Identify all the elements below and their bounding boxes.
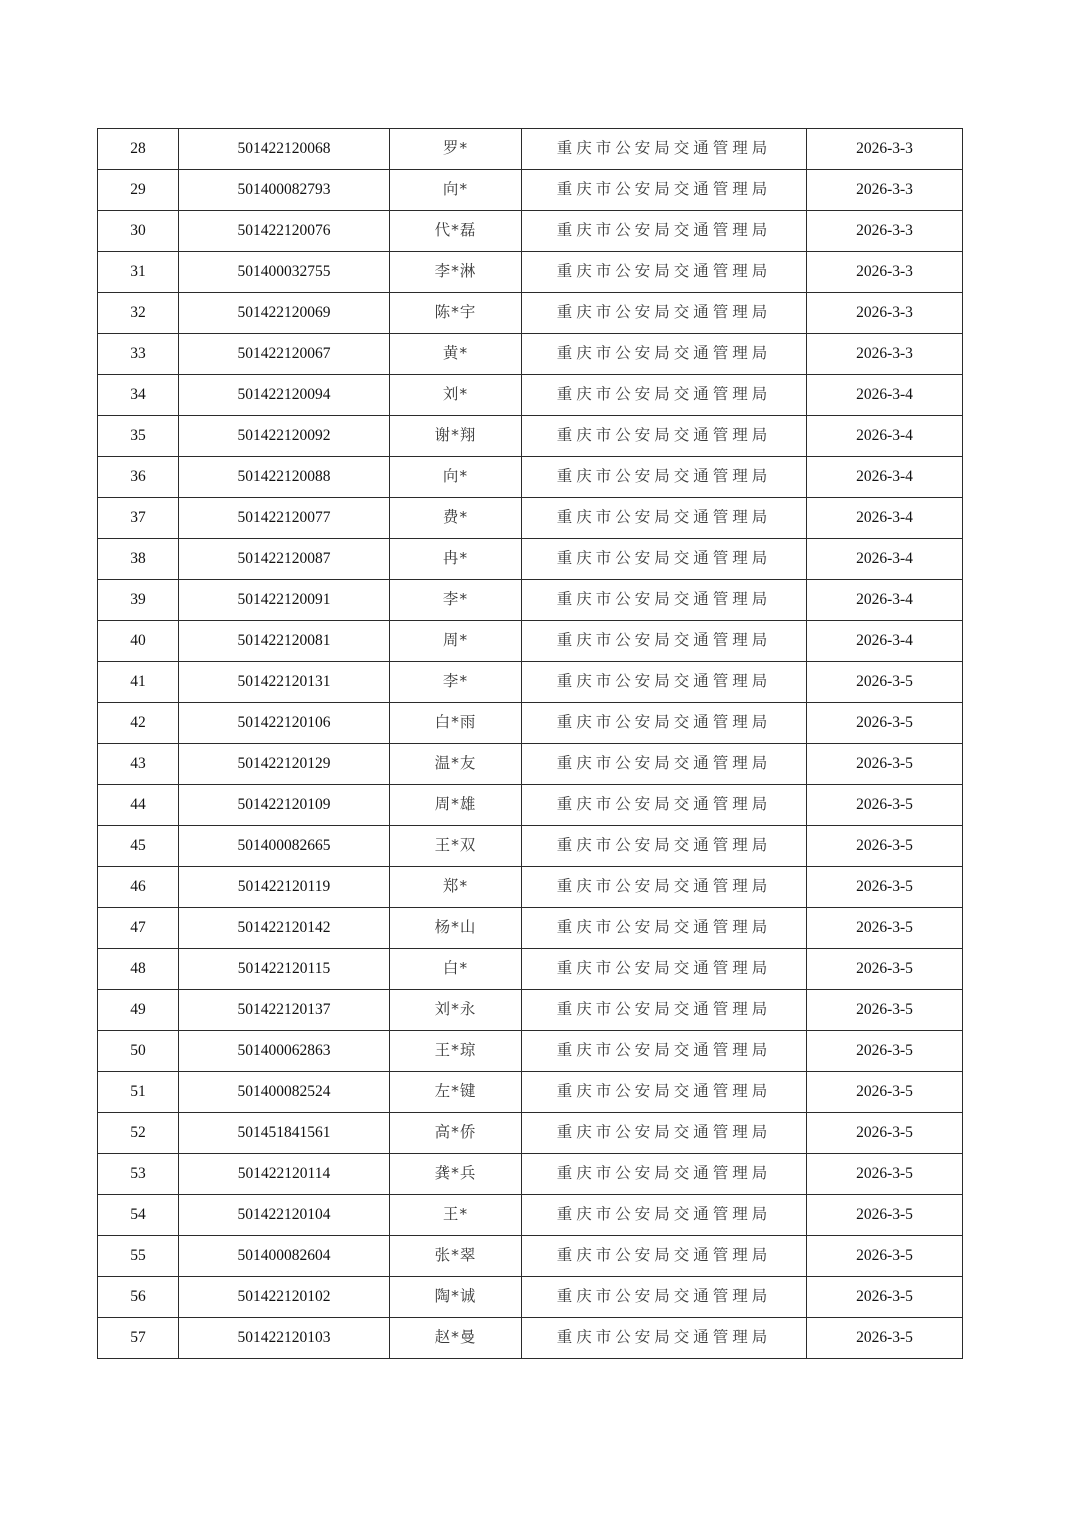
id-number-cell: 501400082665: [179, 826, 390, 867]
sequence-number-cell: 29: [98, 170, 179, 211]
sequence-number-cell: 47: [98, 908, 179, 949]
date-cell: 2026-3-5: [807, 1154, 963, 1195]
date-cell: 2026-3-4: [807, 580, 963, 621]
sequence-number-cell: 52: [98, 1113, 179, 1154]
organization-cell: 重庆市公安局交通管理局: [522, 1318, 807, 1359]
id-number-cell: 501422120081: [179, 621, 390, 662]
table-row: [98, 662, 963, 703]
organization-cell: 重庆市公安局交通管理局: [522, 867, 807, 908]
organization-cell: 重庆市公安局交通管理局: [522, 785, 807, 826]
sequence-number-cell: 28: [98, 129, 179, 170]
table-row: [98, 867, 963, 908]
table-row: [98, 457, 963, 498]
date-cell: 2026-3-3: [807, 211, 963, 252]
table-row: [98, 129, 963, 170]
person-name-cell: 李*: [390, 580, 522, 621]
sequence-number-cell: 33: [98, 334, 179, 375]
date-cell: 2026-3-5: [807, 949, 963, 990]
id-number-cell: 501422120104: [179, 1195, 390, 1236]
id-number-cell: 501422120076: [179, 211, 390, 252]
sequence-number-cell: 36: [98, 457, 179, 498]
person-name-cell: 向*: [390, 170, 522, 211]
date-cell: 2026-3-5: [807, 1072, 963, 1113]
organization-cell: 重庆市公安局交通管理局: [522, 621, 807, 662]
id-number-cell: 501422120077: [179, 498, 390, 539]
id-number-cell: 501422120067: [179, 334, 390, 375]
date-cell: 2026-3-5: [807, 1236, 963, 1277]
organization-cell: 重庆市公安局交通管理局: [522, 703, 807, 744]
sequence-number-cell: 44: [98, 785, 179, 826]
id-number-cell: 501400082604: [179, 1236, 390, 1277]
id-number-cell: 501422120102: [179, 1277, 390, 1318]
id-number-cell: 501422120131: [179, 662, 390, 703]
organization-cell: 重庆市公安局交通管理局: [522, 539, 807, 580]
person-name-cell: 刘*永: [390, 990, 522, 1031]
organization-cell: 重庆市公安局交通管理局: [522, 416, 807, 457]
date-cell: 2026-3-5: [807, 867, 963, 908]
date-cell: 2026-3-3: [807, 129, 963, 170]
sequence-number-cell: 41: [98, 662, 179, 703]
person-name-cell: 赵*曼: [390, 1318, 522, 1359]
organization-cell: 重庆市公安局交通管理局: [522, 170, 807, 211]
sequence-number-cell: 35: [98, 416, 179, 457]
id-number-cell: 501422120094: [179, 375, 390, 416]
organization-cell: 重庆市公安局交通管理局: [522, 580, 807, 621]
organization-cell: 重庆市公安局交通管理局: [522, 990, 807, 1031]
date-cell: 2026-3-5: [807, 990, 963, 1031]
sequence-number-cell: 45: [98, 826, 179, 867]
date-cell: 2026-3-4: [807, 498, 963, 539]
organization-cell: 重庆市公安局交通管理局: [522, 1195, 807, 1236]
person-name-cell: 陈*宇: [390, 293, 522, 334]
sequence-number-cell: 38: [98, 539, 179, 580]
person-name-cell: 温*友: [390, 744, 522, 785]
roster-table-body: [98, 129, 963, 1359]
table-row: [98, 416, 963, 457]
table-row: [98, 908, 963, 949]
sequence-number-cell: 43: [98, 744, 179, 785]
organization-cell: 重庆市公安局交通管理局: [522, 334, 807, 375]
person-name-cell: 代*磊: [390, 211, 522, 252]
date-cell: 2026-3-5: [807, 744, 963, 785]
date-cell: 2026-3-5: [807, 662, 963, 703]
table-row: [98, 785, 963, 826]
date-cell: 2026-3-3: [807, 334, 963, 375]
organization-cell: 重庆市公安局交通管理局: [522, 662, 807, 703]
sequence-number-cell: 55: [98, 1236, 179, 1277]
id-number-cell: 501422120091: [179, 580, 390, 621]
organization-cell: 重庆市公安局交通管理局: [522, 498, 807, 539]
id-number-cell: 501422120103: [179, 1318, 390, 1359]
id-number-cell: 501422120109: [179, 785, 390, 826]
id-number-cell: 501400082524: [179, 1072, 390, 1113]
person-name-cell: 冉*: [390, 539, 522, 580]
id-number-cell: 501400062863: [179, 1031, 390, 1072]
date-cell: 2026-3-5: [807, 703, 963, 744]
table-row: [98, 375, 963, 416]
table-row: [98, 580, 963, 621]
sequence-number-cell: 46: [98, 867, 179, 908]
table-row: [98, 990, 963, 1031]
date-cell: 2026-3-5: [807, 1031, 963, 1072]
id-number-cell: 501422120088: [179, 457, 390, 498]
date-cell: 2026-3-3: [807, 293, 963, 334]
date-cell: 2026-3-4: [807, 457, 963, 498]
roster-table: [97, 128, 963, 1359]
table-row: [98, 703, 963, 744]
table-row: [98, 949, 963, 990]
date-cell: 2026-3-5: [807, 826, 963, 867]
person-name-cell: 陶*诚: [390, 1277, 522, 1318]
sequence-number-cell: 54: [98, 1195, 179, 1236]
person-name-cell: 周*雄: [390, 785, 522, 826]
table-row: [98, 1113, 963, 1154]
id-number-cell: 501400082793: [179, 170, 390, 211]
sequence-number-cell: 48: [98, 949, 179, 990]
organization-cell: 重庆市公安局交通管理局: [522, 1031, 807, 1072]
organization-cell: 重庆市公安局交通管理局: [522, 375, 807, 416]
person-name-cell: 龚*兵: [390, 1154, 522, 1195]
date-cell: 2026-3-4: [807, 621, 963, 662]
person-name-cell: 杨*山: [390, 908, 522, 949]
person-name-cell: 王*双: [390, 826, 522, 867]
organization-cell: 重庆市公安局交通管理局: [522, 1277, 807, 1318]
id-number-cell: 501400032755: [179, 252, 390, 293]
table-row: [98, 293, 963, 334]
table-row: [98, 621, 963, 662]
date-cell: 2026-3-5: [807, 1318, 963, 1359]
organization-cell: 重庆市公安局交通管理局: [522, 908, 807, 949]
organization-cell: 重庆市公安局交通管理局: [522, 129, 807, 170]
date-cell: 2026-3-3: [807, 170, 963, 211]
sequence-number-cell: 53: [98, 1154, 179, 1195]
id-number-cell: 501422120115: [179, 949, 390, 990]
sequence-number-cell: 32: [98, 293, 179, 334]
sequence-number-cell: 50: [98, 1031, 179, 1072]
id-number-cell: 501422120114: [179, 1154, 390, 1195]
person-name-cell: 张*翠: [390, 1236, 522, 1277]
sequence-number-cell: 56: [98, 1277, 179, 1318]
date-cell: 2026-3-4: [807, 375, 963, 416]
sequence-number-cell: 49: [98, 990, 179, 1031]
person-name-cell: 刘*: [390, 375, 522, 416]
organization-cell: 重庆市公安局交通管理局: [522, 826, 807, 867]
table-row: [98, 1195, 963, 1236]
date-cell: 2026-3-5: [807, 1277, 963, 1318]
organization-cell: 重庆市公安局交通管理局: [522, 1236, 807, 1277]
organization-cell: 重庆市公安局交通管理局: [522, 1072, 807, 1113]
table-row: [98, 1236, 963, 1277]
person-name-cell: 郑*: [390, 867, 522, 908]
person-name-cell: 费*: [390, 498, 522, 539]
id-number-cell: 501422120068: [179, 129, 390, 170]
table-row: [98, 744, 963, 785]
table-row: [98, 1277, 963, 1318]
date-cell: 2026-3-3: [807, 252, 963, 293]
id-number-cell: 501422120092: [179, 416, 390, 457]
organization-cell: 重庆市公安局交通管理局: [522, 949, 807, 990]
person-name-cell: 白*雨: [390, 703, 522, 744]
date-cell: 2026-3-5: [807, 908, 963, 949]
sequence-number-cell: 57: [98, 1318, 179, 1359]
date-cell: 2026-3-5: [807, 1195, 963, 1236]
person-name-cell: 李*淋: [390, 252, 522, 293]
sequence-number-cell: 40: [98, 621, 179, 662]
date-cell: 2026-3-5: [807, 1113, 963, 1154]
person-name-cell: 白*: [390, 949, 522, 990]
table-row: [98, 826, 963, 867]
person-name-cell: 周*: [390, 621, 522, 662]
table-row: [98, 1072, 963, 1113]
person-name-cell: 高*侨: [390, 1113, 522, 1154]
organization-cell: 重庆市公安局交通管理局: [522, 744, 807, 785]
person-name-cell: 谢*翔: [390, 416, 522, 457]
date-cell: 2026-3-4: [807, 416, 963, 457]
id-number-cell: 501451841561: [179, 1113, 390, 1154]
date-cell: 2026-3-5: [807, 785, 963, 826]
person-name-cell: 黄*: [390, 334, 522, 375]
id-number-cell: 501422120069: [179, 293, 390, 334]
id-number-cell: 501422120087: [179, 539, 390, 580]
organization-cell: 重庆市公安局交通管理局: [522, 1154, 807, 1195]
id-number-cell: 501422120137: [179, 990, 390, 1031]
table-row: [98, 170, 963, 211]
person-name-cell: 李*: [390, 662, 522, 703]
table-row: [98, 1154, 963, 1195]
sequence-number-cell: 31: [98, 252, 179, 293]
table-row: [98, 1031, 963, 1072]
id-number-cell: 501422120106: [179, 703, 390, 744]
table-row: [98, 539, 963, 580]
sequence-number-cell: 37: [98, 498, 179, 539]
id-number-cell: 501422120142: [179, 908, 390, 949]
organization-cell: 重庆市公安局交通管理局: [522, 293, 807, 334]
organization-cell: 重庆市公安局交通管理局: [522, 457, 807, 498]
organization-cell: 重庆市公安局交通管理局: [522, 211, 807, 252]
person-name-cell: 王*琼: [390, 1031, 522, 1072]
person-name-cell: 罗*: [390, 129, 522, 170]
id-number-cell: 501422120129: [179, 744, 390, 785]
sequence-number-cell: 30: [98, 211, 179, 252]
person-name-cell: 王*: [390, 1195, 522, 1236]
table-row: [98, 334, 963, 375]
date-cell: 2026-3-4: [807, 539, 963, 580]
id-number-cell: 501422120119: [179, 867, 390, 908]
organization-cell: 重庆市公安局交通管理局: [522, 252, 807, 293]
table-row: [98, 1318, 963, 1359]
sequence-number-cell: 39: [98, 580, 179, 621]
table-row: [98, 211, 963, 252]
sequence-number-cell: 51: [98, 1072, 179, 1113]
table-row: [98, 252, 963, 293]
person-name-cell: 左*键: [390, 1072, 522, 1113]
sequence-number-cell: 34: [98, 375, 179, 416]
sequence-number-cell: 42: [98, 703, 179, 744]
person-name-cell: 向*: [390, 457, 522, 498]
table-row: [98, 498, 963, 539]
organization-cell: 重庆市公安局交通管理局: [522, 1113, 807, 1154]
